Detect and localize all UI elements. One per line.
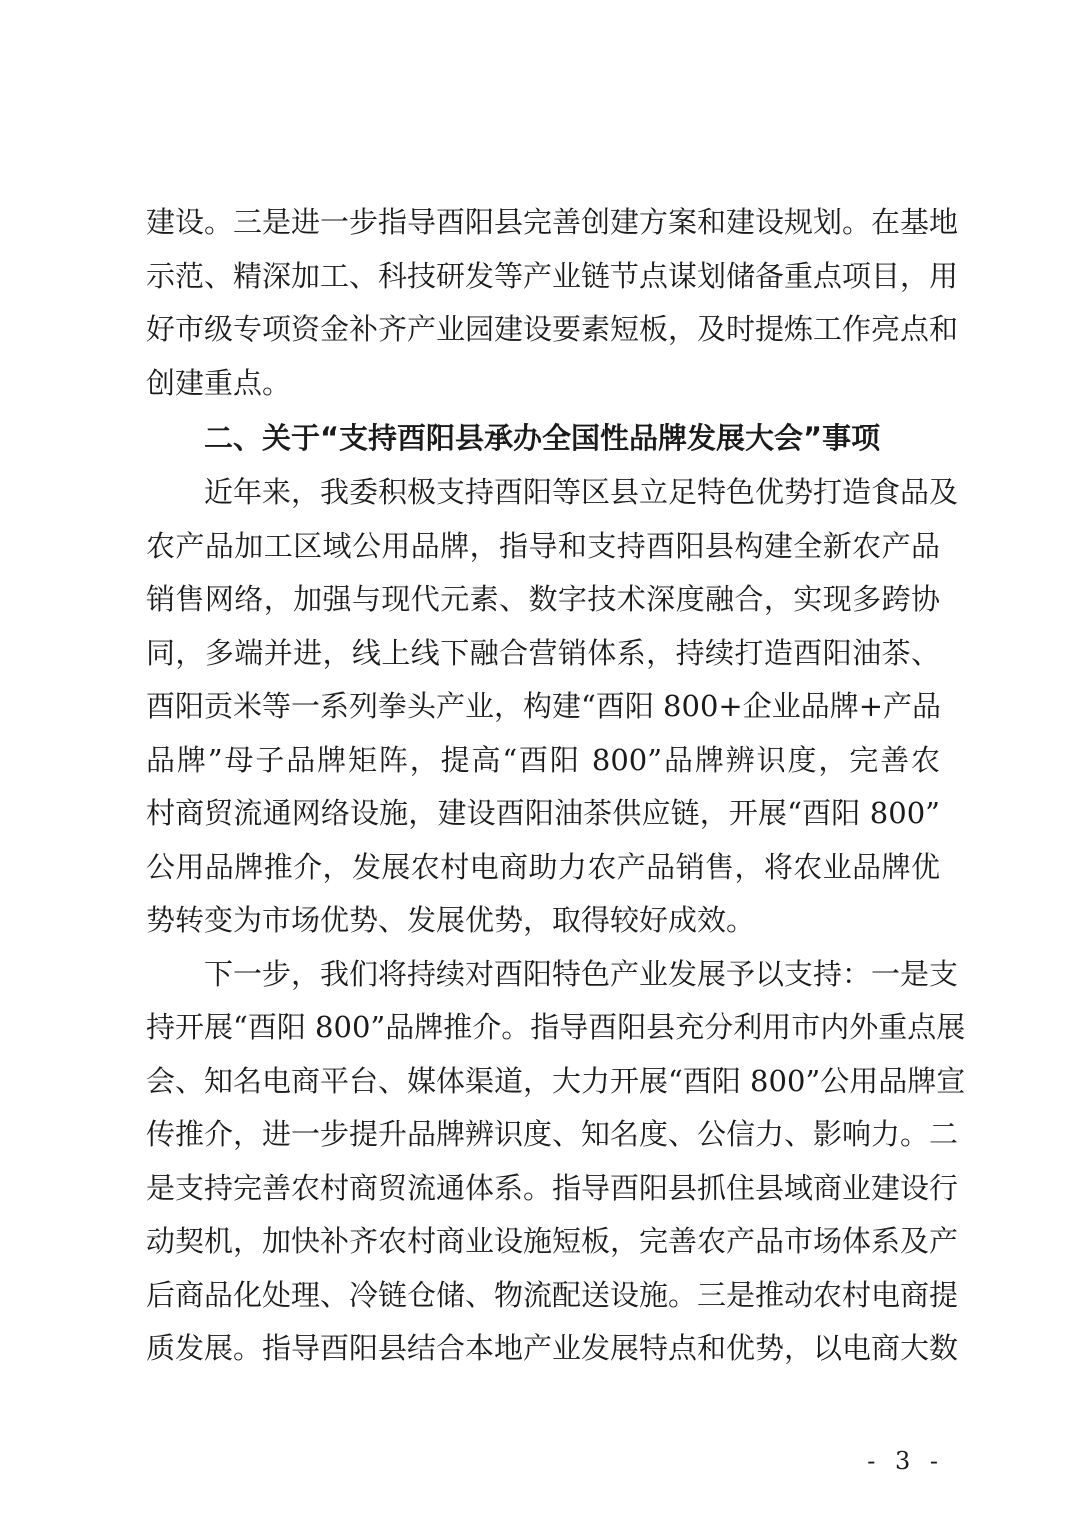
text-line: 村商贸流通网络设施，建设酉阳油茶供应链，开展“酉阳 800” xyxy=(146,796,940,830)
text-line: 创建重点。 xyxy=(146,365,292,400)
text-line: 近年来，我委积极支持酉阳等区县立足特色优势打造食品及 xyxy=(204,475,959,509)
text-line: 酉阳贡米等一系列拳头产业，构建“酉阳 800+企业品牌+产品 xyxy=(146,689,941,723)
section-heading: 二、关于“支持酉阳县承办全国性品牌发展大会”事项 xyxy=(204,421,881,455)
text-line: 好市级专项资金补齐产业园建设要素短板，及时提炼工作亮点和 xyxy=(146,312,959,346)
paragraph xyxy=(146,466,959,948)
text-line: 会、知名电商平台、媒体渠道，大力开展“酉阳 800”公用品牌宣 xyxy=(146,1063,966,1098)
paragraph xyxy=(146,196,959,410)
text-line: 示范、精深加工、科技研发等产业链节点谋划储备重点项目，用 xyxy=(146,258,959,293)
text-line: 农产品加工区域公用品牌，指导和支持酉阳县构建全新农产品 xyxy=(146,528,940,563)
text-line: 建设。三是进一步指导酉阳县完善创建方案和建设规划。在基地 xyxy=(146,205,959,239)
text-line: 质发展。指导酉阳县结合本地产业发展特点和优势，以电商大数 xyxy=(146,1331,959,1365)
text-line: 销售网络，加强与现代元素、数字技术深度融合，实现多跨协 xyxy=(146,582,940,616)
document-body xyxy=(146,196,966,1376)
page-number: - 3 - xyxy=(867,1447,944,1475)
paragraph xyxy=(146,948,966,1376)
text-line: 同，多端并进，线上线下融合营销体系，持续打造酉阳油茶、 xyxy=(146,635,940,670)
text-line: 后商品化处理、冷链仓储、物流配送设施。三是推动农村电商提 xyxy=(146,1277,959,1312)
text-line: 势转变为市场优势、发展优势，取得较好成效。 xyxy=(146,903,756,937)
text-line: 是支持完善农村商贸流通体系。指导酉阳县抓住县域商业建设行 xyxy=(146,1170,959,1205)
text-line: 传推介，进一步提升品牌辨识度、知名度、公信力、影响力。二 xyxy=(146,1117,959,1151)
text-line: 公用品牌推介，发展农村电商助力农产品销售，将农业品牌优 xyxy=(146,849,940,884)
text-line: 动契机，加快补齐农村商业设施短板，完善农产品市场体系及产 xyxy=(146,1224,959,1258)
text-line: 品牌”母子品牌矩阵，提高“酉阳 800”品牌辨识度，完善农 xyxy=(146,742,940,777)
text-line: 持开展“酉阳 800”品牌推介。指导酉阳县充分利用市内外重点展 xyxy=(146,1010,966,1044)
text-line: 下一步，我们将持续对酉阳特色产业发展予以支持：一是支 xyxy=(204,956,959,991)
